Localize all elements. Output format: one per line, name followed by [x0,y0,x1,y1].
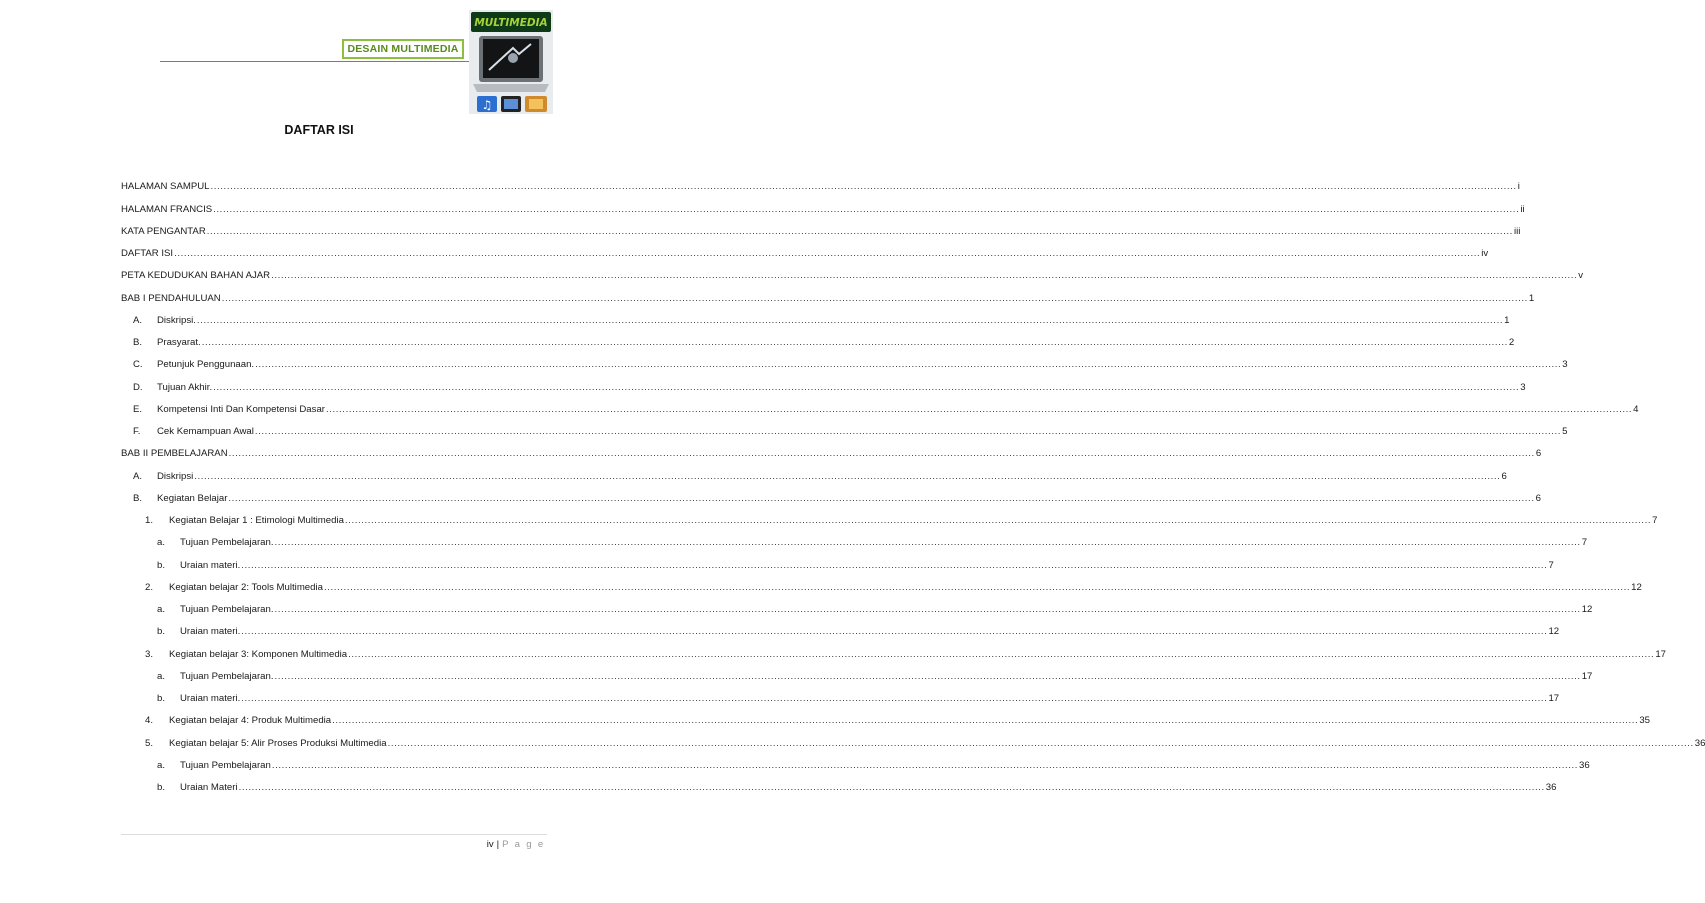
toc-entry-page: 1 [1528,292,1535,304]
header-badge: DESAIN MULTIMEDIA [342,39,464,59]
toc-entry-marker: 3. [145,648,154,660]
toc-entry-page: 17 [1655,648,1666,660]
toc-entry-marker: a. [157,537,166,549]
toc-dot-leader: ................................................................................................................................................................................................................................................................................................................................................................................................................ [213,203,1520,215]
toc-dot-leader: ................................................................................................................................................................................................................................................................................................................................................................................................................ [387,737,1694,749]
toc-entry[interactable] [121,749,1590,771]
toc-entry[interactable] [121,393,1639,415]
toc-entry-label: Tujuan Akhir. [157,381,213,393]
toc-entry-marker: C. [133,359,143,371]
toc-entry-label: Kegiatan Belajar [157,492,228,504]
toc-entry[interactable] [121,548,1554,571]
toc-dot-leader: ................................................................................................................................................................................................................................................................................................................................................................................................................ [206,225,1513,237]
toc-entry-label: Diskripsi. [157,314,196,326]
toc-dot-leader: ................................................................................................................................................................................................................................................................................................................................................................................................................ [228,448,1535,460]
toc-entry[interactable] [121,615,1560,638]
toc-entry-marker: 5. [145,737,154,749]
toc-dot-leader: ................................................................................................................................................................................................................................................................................................................................................................................................................ [274,670,1581,682]
toc-entry-label: DAFTAR ISI [121,248,174,259]
toc-dot-leader: ................................................................................................................................................................................................................................................................................................................................................................................................................ [241,693,1548,704]
toc-entry-marker: b. [157,626,166,638]
toc-dot-leader: ................................................................................................................................................................................................................................................................................................................................................................................................................ [174,248,1481,259]
toc-entry-label: Uraian materi. [180,559,241,571]
logo-text: MULTIMEDIA [474,17,548,29]
toc-entry[interactable] [121,415,1568,437]
toc-entry-label: Uraian Materi [180,782,238,793]
footer-separator: | [496,839,500,850]
toc-entry[interactable] [121,259,1584,282]
toc-entry-page: iii [1513,225,1521,237]
toc-entry-page: 35 [1639,715,1650,727]
toc-dot-leader: ................................................................................................................................................................................................................................................................................................................................................................................................................ [213,381,1520,393]
toc-dot-leader: ................................................................................................................................................................................................................................................................................................................................................................................................................ [241,559,1548,571]
toc-dot-leader: ................................................................................................................................................................................................................................................................................................................................................................................................................ [344,515,1652,526]
footer-page-number: iv [486,839,494,850]
toc-entry[interactable] [121,437,1542,460]
toc-entry[interactable] [121,482,1541,504]
toc-entry-marker: a. [157,759,166,771]
toc-entry-label: Tujuan Pembelajaran. [180,537,274,549]
toc-entry-label: BAB I PENDAHULUAN [121,292,221,304]
toc-entry-label: KATA PENGANTAR [121,225,206,237]
toc-entry-label: PETA KEDUDUKAN BAHAN AJAR [121,270,271,282]
toc-entry-page: 17 [1581,670,1593,682]
toc-dot-leader: ................................................................................................................................................................................................................................................................................................................................................................................................................ [325,403,1633,415]
toc-entry-page: 17 [1548,693,1560,704]
toc-entry-label: Uraian materi. [180,693,241,704]
toc-entry[interactable] [121,281,1535,304]
toc-dot-leader: ................................................................................................................................................................................................................................................................................................................................................................................................................ [221,292,1528,304]
toc-entry[interactable] [121,726,1705,749]
toc-entry-marker: a. [157,670,166,682]
toc-entry[interactable] [121,504,1658,526]
toc-entry-label: HALAMAN FRANCIS [121,203,213,215]
toc-dot-leader: ................................................................................................................................................................................................................................................................................................................................................................................................................ [332,715,1639,727]
toc-entry[interactable] [121,682,1560,704]
toc-entry-page: 7 [1652,515,1658,526]
toc-entry-marker: B. [133,337,143,348]
toc-entry[interactable] [121,348,1568,371]
toc-entry-label: BAB II PEMBELAJARAN [121,448,228,460]
toc-entry-label: Petunjuk Penggunaan. [157,359,255,371]
toc-entry-page: 1 [1504,314,1510,326]
toc-entry-label: Diskripsi [157,470,194,482]
toc-entry[interactable] [121,571,1642,593]
toc-entry-marker: A. [133,470,143,482]
toc-entry-marker: b. [157,782,166,793]
toc-entry-page: 7 [1581,537,1588,549]
laptop-multimedia-icon [469,10,553,114]
toc-entry-marker: E. [133,403,143,415]
toc-entry-page: ii [1520,203,1525,215]
toc-entry[interactable] [121,704,1650,727]
toc-entry-page: i [1517,181,1520,193]
toc-entry-marker: 1. [145,515,154,526]
toc-entry[interactable] [121,459,1507,482]
toc-entry-marker: D. [133,381,143,393]
toc-entry-page: 36 [1579,759,1590,771]
toc-entry-label: Kegiatan belajar 2: Tools Multimedia [169,581,323,593]
toc-entry-page: 3 [1520,381,1526,393]
toc-dot-leader: ................................................................................................................................................................................................................................................................................................................................................................................................................ [201,337,1508,348]
toc-entry-label: Kompetensi Inti Dan Kompetensi Dasar [157,403,325,415]
toc-dot-leader: ................................................................................................................................................................................................................................................................................................................................................................................................................ [210,181,1517,193]
toc-entry[interactable] [121,660,1593,682]
toc-entry-page: 5 [1562,426,1568,437]
toc-entry-marker: 2. [145,581,154,593]
toc-entry-label: Uraian materi. [180,626,241,638]
toc-entry-marker: B. [133,492,143,504]
toc-dot-leader: ................................................................................................................................................................................................................................................................................................................................................................................................................ [323,581,1631,593]
toc-entry[interactable] [121,326,1515,348]
toc-entry[interactable] [121,192,1525,215]
toc-entry-page: 6 [1535,448,1542,460]
toc-entry-label: Prasyarat. [157,337,201,348]
toc-dot-leader: ................................................................................................................................................................................................................................................................................................................................................................................................................ [255,359,1562,371]
toc-entry-label: Kegiatan belajar 5: Alir Proses Produksi Multimedia [169,737,387,749]
toc-entry[interactable] [121,304,1510,326]
toc-entry-label: HALAMAN SAMPUL [121,181,210,193]
document-title: DAFTAR ISI [284,123,354,137]
toc-entry-page: 36 [1545,782,1557,793]
toc-entry[interactable] [121,215,1521,237]
toc-dot-leader: ................................................................................................................................................................................................................................................................................................................................................................................................................ [348,648,1655,660]
toc-entry-marker: F. [133,426,141,437]
toc-entry-page: 36 [1694,737,1705,749]
table-of-contents [121,170,1705,793]
svg-text:♫: ♫ [481,98,493,112]
toc-entry-page: 2 [1508,337,1515,348]
toc-entry-marker: A. [133,314,143,326]
header-rule [160,61,470,62]
toc-dot-leader: ................................................................................................................................................................................................................................................................................................................................................................................................................ [274,537,1581,549]
toc-dot-leader: ................................................................................................................................................................................................................................................................................................................................................................................................................ [241,626,1548,638]
toc-entry-marker: b. [157,559,166,571]
toc-dot-leader: ................................................................................................................................................................................................................................................................................................................................................................................................................ [194,470,1501,482]
toc-entry[interactable] [121,237,1489,259]
toc-entry-marker: 4. [145,715,154,727]
toc-entry-page: 6 [1535,492,1541,504]
toc-dot-leader: ................................................................................................................................................................................................................................................................................................................................................................................................................ [271,270,1578,282]
page-footer [487,839,545,850]
toc-entry-label: Cek Kemampuan Awal [157,426,254,437]
toc-entry[interactable] [121,637,1666,660]
toc-entry-page: 3 [1562,359,1568,371]
toc-dot-leader: ................................................................................................................................................................................................................................................................................................................................................................................................................ [271,759,1579,771]
toc-entry[interactable] [121,170,1520,193]
toc-entry-label: Tujuan Pembelajaran. [180,604,274,615]
toc-entry-page: iv [1481,248,1489,259]
toc-entry-marker: a. [157,604,166,615]
toc-dot-leader: ................................................................................................................................................................................................................................................................................................................................................................................................................ [196,314,1504,326]
toc-dot-leader: ................................................................................................................................................................................................................................................................................................................................................................................................................ [274,604,1581,615]
toc-entry-page: 12 [1631,581,1642,593]
toc-entry-page: 7 [1548,559,1554,571]
toc-entry[interactable] [121,526,1588,549]
toc-dot-leader: ................................................................................................................................................................................................................................................................................................................................................................................................................ [254,426,1562,437]
toc-entry-page: 6 [1501,470,1507,482]
toc-entry-label: Kegiatan belajar 3: Komponen Multimedia [169,648,348,660]
toc-dot-leader: ................................................................................................................................................................................................................................................................................................................................................................................................................ [228,492,1535,504]
toc-entry-label: Tujuan Pembelajaran. [180,670,274,682]
toc-dot-leader: ................................................................................................................................................................................................................................................................................................................................................................................................................ [238,782,1545,793]
toc-entry-marker: b. [157,693,166,704]
toc-entry-page: 12 [1548,626,1560,638]
toc-entry[interactable] [121,593,1593,615]
toc-entry-label: Kegiatan belajar 4: Produk Multimedia [169,715,332,727]
footer-rule [121,834,547,835]
toc-entry-label: Kegiatan Belajar 1 : Etimologi Multimedia [169,515,344,526]
toc-entry-page: 12 [1581,604,1593,615]
toc-entry[interactable] [121,771,1557,793]
footer-page-word: P a g e [502,839,545,850]
toc-entry[interactable] [121,370,1526,393]
toc-entry-page: v [1578,270,1584,282]
toc-entry-page: 4 [1633,403,1639,415]
toc-entry-label: Tujuan Pembelajaran [180,759,271,771]
